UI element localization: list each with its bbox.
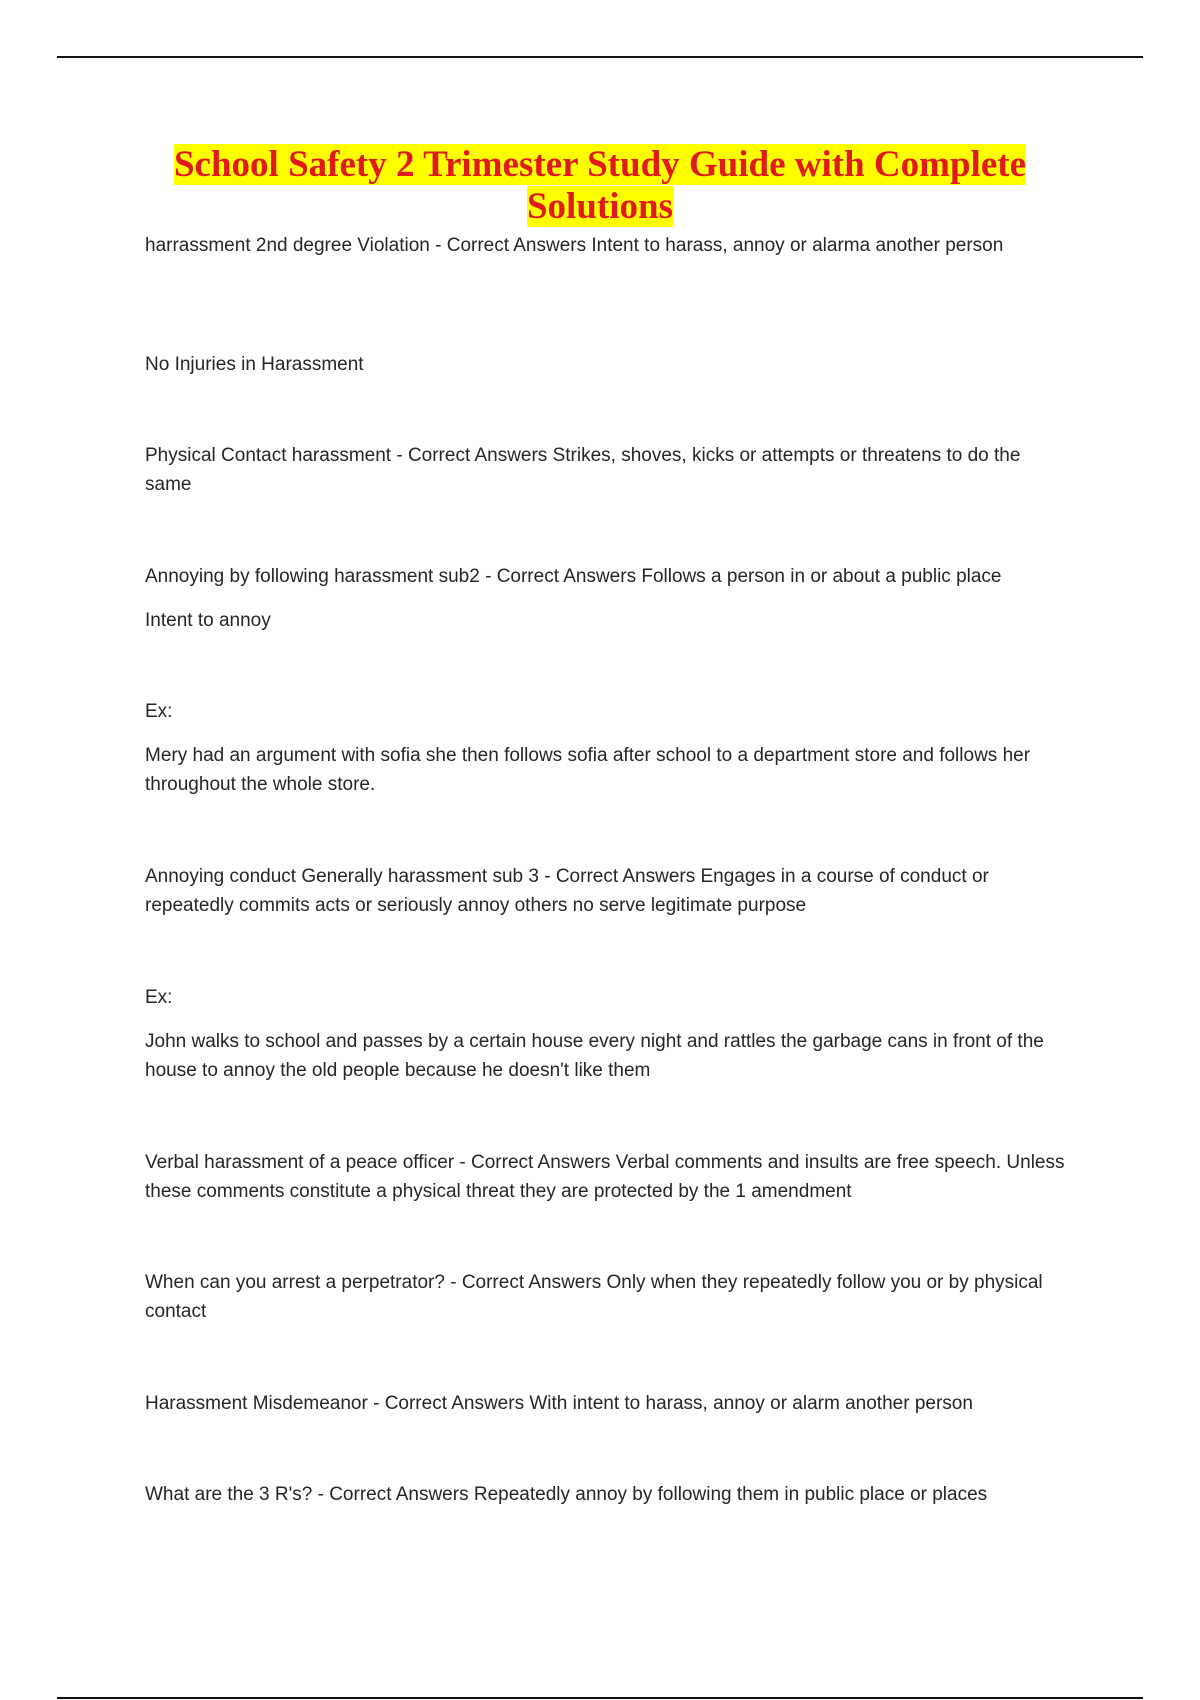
- paragraph-intent-to-annoy: Intent to annoy: [145, 610, 271, 631]
- paragraph-harassment-misdemeanor: Harassment Misdemeanor - Correct Answers With intent to harass, annoy or alarm another person: [145, 1393, 973, 1414]
- document-title-text: School Safety 2 Trimester Study Guide with Complete Solutions: [173, 144, 1026, 227]
- paragraph-arrest-perpetrator: When can you arrest a perpetrator? - Correct Answers Only when they repeatedly follow you or by physical contact: [145, 1272, 1043, 1322]
- top-rule: [57, 56, 1143, 58]
- paragraph-three-rs: What are the 3 R's? - Correct Answers Repeatedly annoy by following them in public place or places: [145, 1484, 988, 1505]
- paragraph-example-label-1: Ex:: [145, 701, 173, 722]
- bottom-rule: [57, 1697, 1143, 1699]
- paragraph-example-mery: Mery had an argument with sofia she then follows sofia after school to a department store and follows her throughout the whole store.: [145, 745, 1031, 795]
- paragraph-physical-contact: Physical Contact harassment - Correct Answers Strikes, shoves, kicks or attempts or threatens to do the same: [145, 445, 1021, 495]
- paragraph-annoying-conduct: Annoying conduct Generally harassment sub 3 - Correct Answers Engages in a course of conduct or repeatedly commits acts or seriously annoy others no serve legitimate purpose: [145, 866, 989, 916]
- paragraph-verbal-harassment: Verbal harassment of a peace officer - Correct Answers Verbal comments and insults are free speech. Unless these comments constitute a physical threat they are protected by the 1 amendment: [145, 1152, 1065, 1202]
- paragraph-harassment-2nd-degree: harrassment 2nd degree Violation - Correct Answers Intent to harass, annoy or alarma another person: [145, 235, 1004, 256]
- paragraph-example-john: John walks to school and passes by a certain house every night and rattles the garbage cans in front of the house to annoy the old people because he doesn't like them: [145, 1031, 1044, 1081]
- document-title: [145, 144, 1055, 228]
- paragraph-annoying-following: Annoying by following harassment sub2 - Correct Answers Follows a person in or about a public place: [145, 566, 1002, 587]
- paragraph-no-injuries: No Injuries in Harassment: [145, 354, 364, 375]
- paragraph-example-label-2: Ex:: [145, 987, 173, 1008]
